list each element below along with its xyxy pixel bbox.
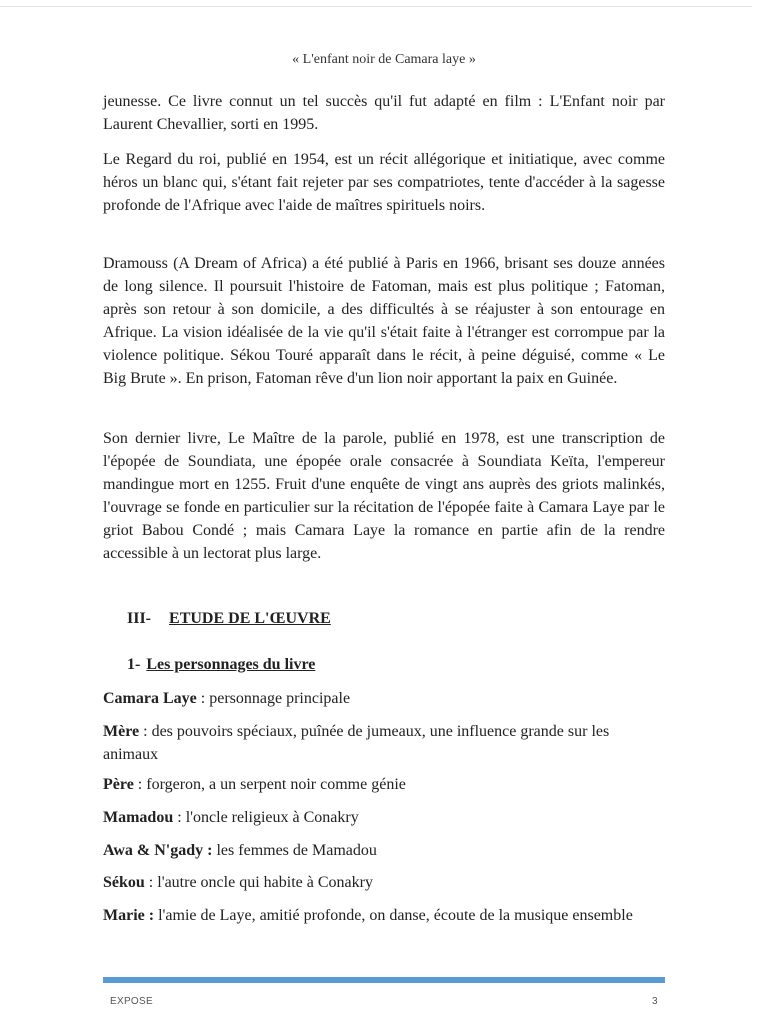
footer-accent-bar bbox=[103, 977, 665, 983]
character-description: personnage principale bbox=[209, 690, 351, 707]
character-description: les femmes de Mamadou bbox=[216, 842, 377, 859]
separator: : bbox=[133, 776, 147, 793]
character-description: l'amie de Laye, amitié profonde, on danse, écoute de la musique ensemble bbox=[158, 907, 633, 924]
character-entry bbox=[103, 720, 665, 766]
separator: : bbox=[173, 809, 186, 826]
character-name: Marie : bbox=[103, 907, 155, 924]
paragraph: Son dernier livre, Le Maître de la parole, publié en 1978, est une transcription de l'épopée de Soundiata, une épopée orale consacrée à Soundiata Keïta, l'empereur mandingue mort en 1255. Fruit d'une enquête de vingt ans auprès des griots malinkés, l'ouvrage se fonde en particulier sur la récitation de l'épopée faite à Camara Laye par le griot Babou Condé ; mais Camara Laye la romance en partie afin de la rendre accessible à un lectorat plus large. bbox=[103, 430, 665, 562]
character-description: des pouvoirs spéciaux, puînée de jumeaux, une influence grande sur les animaux bbox=[103, 723, 610, 763]
subsection-title: Les personnages du livre bbox=[146, 656, 316, 673]
paragraph: jeunesse. Ce livre connut un tel succès qu'il fut adapté en film : L'Enfant noir par Laurent Chevallier, sorti en 1995. bbox=[103, 93, 665, 133]
paragraph: Le Regard du roi, publié en 1954, est un récit allégorique et initiatique, avec comme héros un blanc qui, s'étant fait rejeter par ses compatriotes, tente d'accéder à la sagesse profonde de l'Afrique avec l'aide de maîtres spirituels noirs. bbox=[103, 151, 665, 214]
character-entry bbox=[103, 687, 665, 710]
section-title: ETUDE DE L'ŒUVRE bbox=[169, 610, 331, 627]
character-entry bbox=[103, 904, 665, 927]
separator: : bbox=[139, 723, 152, 740]
footer-label: EXPOSE bbox=[110, 996, 153, 1007]
character-name: Père bbox=[103, 776, 134, 793]
character-description: l'oncle religieux à Conakry bbox=[185, 809, 359, 826]
character-description: l'autre oncle qui habite à Conakry bbox=[157, 874, 373, 891]
section-number: III- bbox=[127, 610, 152, 627]
section-heading bbox=[127, 610, 331, 628]
character-entry bbox=[103, 839, 665, 862]
separator: : bbox=[196, 690, 210, 707]
character-entry bbox=[103, 806, 665, 829]
character-name: Sékou bbox=[103, 874, 145, 891]
character-description: forgeron, a un serpent noir comme génie bbox=[146, 776, 406, 793]
separator: : bbox=[144, 874, 158, 891]
paragraph: Dramouss (A Dream of Africa) a été publié à Paris en 1966, brisant ses douze années de long silence. Il poursuit l'histoire de Fatoman, mais est plus politique ; Fatoman, après son retour à son domicile, a des difficultés à se réajuster à son entourage en Afrique. La vision idéalisée de la vie qu'il s'était faite à l'étranger est corrompue par la violence politique. Sékou Touré apparaît dans le récit, à peine déguisé, comme « Le Big Brute ». En prison, Fatoman rêve d'un lion noir apportant la paix en Guinée. bbox=[103, 255, 665, 387]
page-header-title: « L'enfant noir de Camara laye » bbox=[292, 52, 476, 67]
character-name: Camara Laye bbox=[103, 690, 197, 707]
page-number: 3 bbox=[652, 996, 658, 1007]
character-name: Awa & N'gady : bbox=[103, 842, 213, 859]
character-name: Mamadou bbox=[103, 809, 174, 826]
character-entry bbox=[103, 871, 665, 894]
subsection-number: 1- bbox=[127, 656, 141, 673]
subsection-heading bbox=[127, 656, 315, 674]
top-border-line bbox=[0, 6, 752, 7]
character-name: Mère bbox=[103, 723, 140, 740]
character-entry bbox=[103, 773, 665, 796]
